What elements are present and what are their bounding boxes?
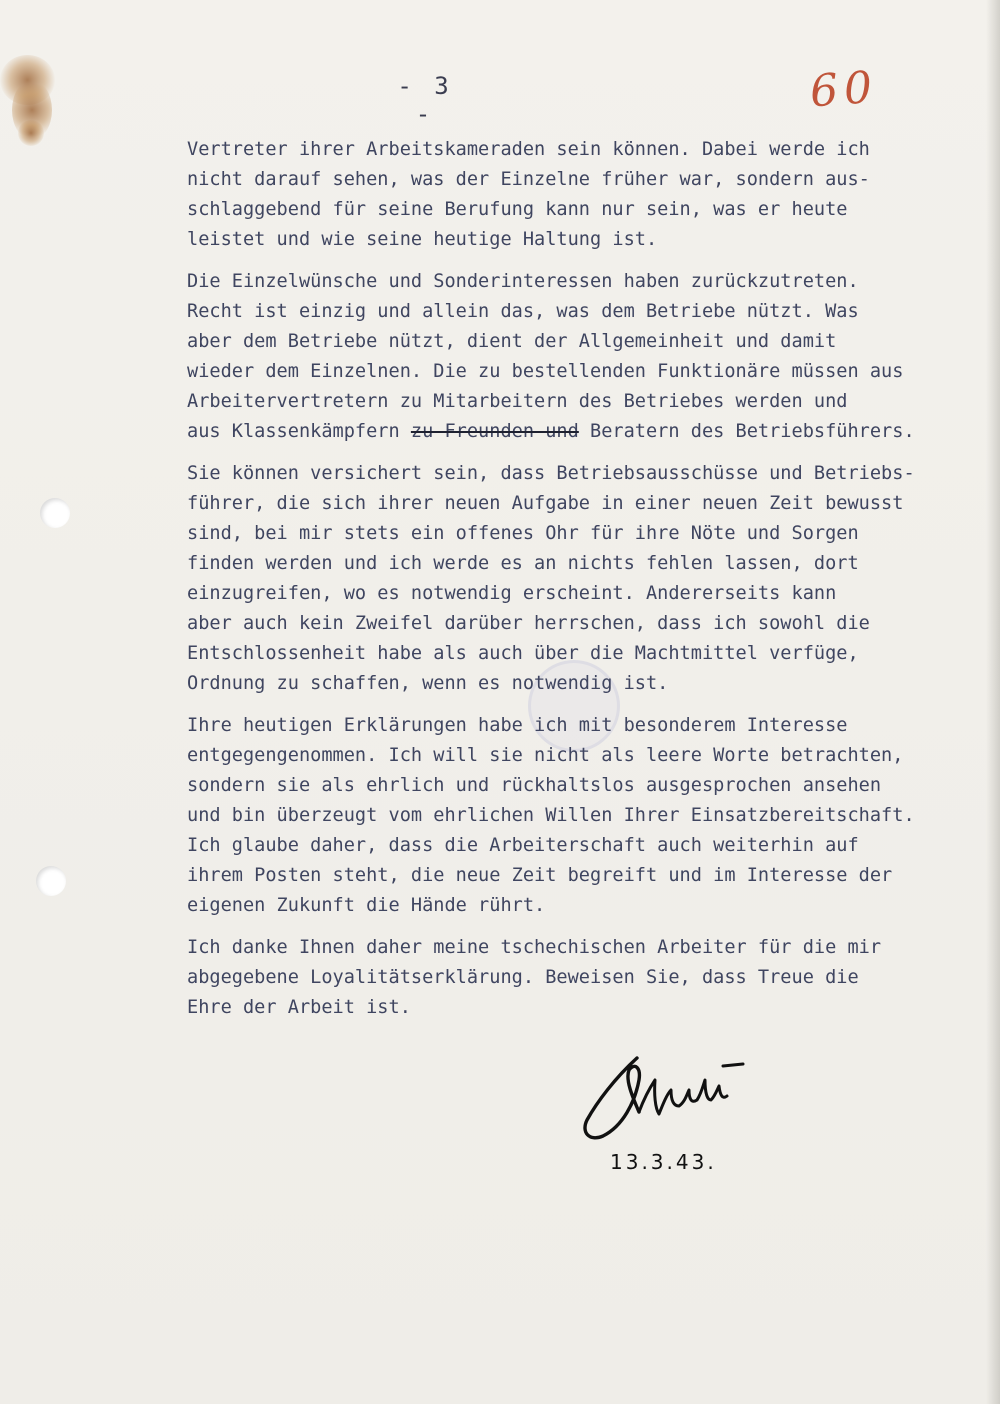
paragraph-3 bbox=[187, 459, 977, 699]
text-line: aber dem Betriebe nützt, dient der Allgemeinheit und damit bbox=[187, 331, 837, 352]
text-line: Ordnung zu schaffen, wenn es notwendig ist. bbox=[187, 673, 669, 694]
text-line: nicht darauf sehen, was der Einzelne früher war, sondern aus- bbox=[187, 169, 870, 190]
text-line: Vertreter ihrer Arbeitskameraden sein können. Dabei werde ich bbox=[187, 139, 870, 160]
text-line: Ich danke Ihnen daher meine tschechischen Arbeiter für die mir bbox=[187, 937, 882, 958]
paragraph-2 bbox=[187, 267, 977, 447]
text-line-with-strikethrough bbox=[187, 417, 977, 447]
text-line: sind, bei mir stets ein offenes Ohr für ihre Nöte und Sorgen bbox=[187, 523, 859, 544]
paragraph-5 bbox=[187, 933, 977, 1023]
paragraph-4 bbox=[187, 711, 977, 921]
text-line: Sie können versichert sein, dass Betriebsausschüsse und Betriebs- bbox=[187, 463, 915, 484]
text-line: ihrem Posten steht, die neue Zeit begreift und im Interesse der bbox=[187, 865, 893, 886]
handwritten-signature bbox=[575, 1050, 775, 1150]
text-line: führer, die sich ihrer neuen Aufgabe in einer neuen Zeit bewusst bbox=[187, 493, 904, 514]
page-edge-shadow bbox=[986, 0, 1000, 1404]
text-line: eigenen Zukunft die Hände rührt. bbox=[187, 895, 546, 916]
letter-body bbox=[187, 135, 977, 1035]
punch-hole-upper bbox=[40, 498, 70, 528]
text-line: leistet und wie seine heutige Haltung ist. bbox=[187, 229, 658, 250]
rust-stain bbox=[18, 120, 44, 146]
text-line: Ich glaube daher, dass die Arbeiterschaft auch weiterhin auf bbox=[187, 835, 859, 856]
text-line: abgegebene Loyalitätserklärung. Beweisen Sie, dass Treue die bbox=[187, 967, 859, 988]
punch-hole-lower bbox=[36, 866, 66, 896]
text-segment: Beratern des Betriebsführers. bbox=[578, 421, 915, 442]
page-number: - 3 - bbox=[397, 72, 453, 128]
struck-through-text: zu Freunden und bbox=[410, 421, 579, 442]
text-line: Entschlossenheit habe als auch über die Machtmittel verfüge, bbox=[187, 643, 859, 664]
text-line: sondern sie als ehrlich und rückhaltslos ausgesprochen ansehen bbox=[187, 775, 882, 796]
text-line: Recht ist einzig und allein das, was dem Betriebe nützt. Was bbox=[187, 301, 859, 322]
signature-date: 13.3.43. bbox=[610, 1150, 717, 1174]
text-line: aber auch kein Zweifel darüber herrschen, dass ich sowohl die bbox=[187, 613, 870, 634]
text-line: wieder dem Einzelnen. Die zu bestellenden Funktionäre müssen aus bbox=[187, 361, 904, 382]
text-segment: aus Klassenkämpfern bbox=[187, 421, 411, 442]
archive-folio-number: 60 bbox=[808, 61, 880, 118]
text-line: Ehre der Arbeit ist. bbox=[187, 997, 411, 1018]
text-line: Arbeitervertretern zu Mitarbeitern des Betriebes werden und bbox=[187, 391, 848, 412]
text-line: und bin überzeugt vom ehrlichen Willen Ihrer Einsatzbereitschaft. bbox=[187, 805, 915, 826]
paragraph-1 bbox=[187, 135, 977, 255]
text-line: schlaggebend für seine Berufung kann nur sein, was er heute bbox=[187, 199, 848, 220]
text-line: entgegengenommen. Ich will sie nicht als leere Worte betrachten, bbox=[187, 745, 904, 766]
text-line: Ihre heutigen Erklärungen habe ich mit besonderem Interesse bbox=[187, 715, 848, 736]
text-line: einzugreifen, wo es notwendig erscheint. Andererseits kann bbox=[187, 583, 837, 604]
text-line: finden werden und ich werde es an nichts fehlen lassen, dort bbox=[187, 553, 859, 574]
text-line: Die Einzelwünsche und Sonderinteressen haben zurückzutreten. bbox=[187, 271, 859, 292]
